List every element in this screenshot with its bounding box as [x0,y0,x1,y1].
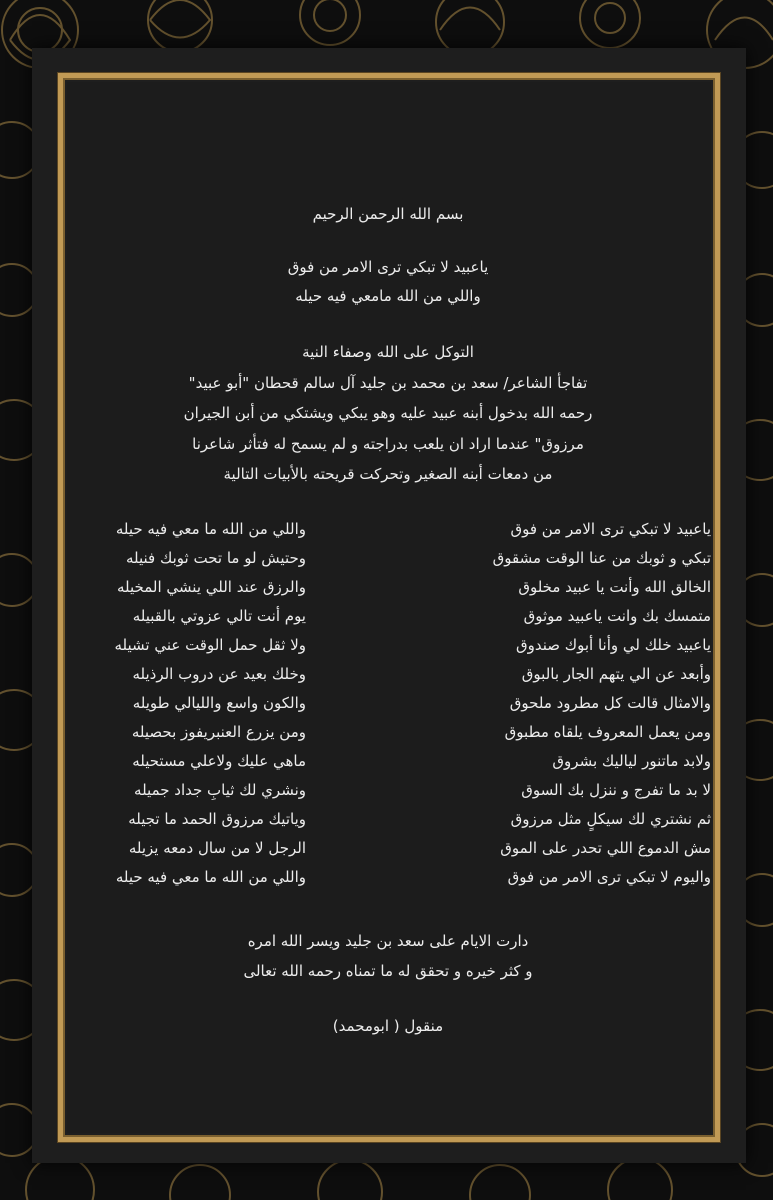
opening-line-2: واللي من الله مامعي فيه حيله [295,287,481,305]
closing-line-1: دارت الايام على سعد بن جليد ويسر الله امره [247,932,529,950]
poem-verse-12-second: الرجل لا من سال دمعه يزيله [128,839,306,857]
closing-line-2: و كثر خيره و تحقق له ما تمناه رحمه الله تعالى [243,962,533,980]
opening-line-1: ياعبيد لا تبكي ترى الامر من فوق [287,258,489,276]
poem-verse-6-first: وأبعد عن الي يتهم الجار بالبوق [521,665,711,683]
poem-verse-13-first: واليوم لا تبكي ترى الامر من فوق [507,868,711,886]
poem-verse-13-second: واللي من الله ما معي فيه حيله [115,868,306,886]
poem-verse-11-second: وياتيك مرزوق الحمد ما تجيله [128,810,306,828]
intro-line-2: تفاجأ الشاعر/ سعد بن محمد بن جليد آل سالم قحطان "أبو عبيد" [188,374,588,392]
poem-verse-4-second: يوم أنت تالي عزوتي بالقبيله [132,607,306,625]
poem-verse-10-first: لا بد ما تفرج و ننزل بك السوق [521,781,711,799]
poem-verse-9-second: ماهي عليك ولاعلي مستحيله [132,752,306,770]
poem-verse-8-second: ومن يزرع العنبريفوز بحصيله [131,723,306,741]
poem-verse-9-first: ولابد ماتنور لياليك بشروق [552,752,711,770]
intro-line-4: مرزوق" عندما اراد ان يلعب بدراجته و لم يسمح له فتأثر شاعرنا [192,435,584,453]
attribution: منقول ( ابومحمد) [332,1017,444,1035]
poem-verse-3-second: والرزق عند اللي ينشي المخيله [117,578,306,596]
intro-line-5: من دمعات أبنه الصغير وتحركت قريحته بالأبيات التالية [223,465,553,483]
intro-line-1: التوكل على الله وصفاء النية [302,343,474,361]
poem-verse-2-second: وحتيش لو ما تحت ثوبك فنيله [125,549,306,567]
poem-verse-3-first: الخالق الله وأنت يا عبيد مخلوق [518,578,711,596]
poem-verse-5-second: ولا ثقل حمل الوقت عني تشيله [114,636,306,654]
poem-verse-5-first: ياعبيد خلك لي وأنا أبوك صندوق [515,636,711,654]
poem-verse-4-first: متمسك بك وانت ياعبيد موثوق [523,607,711,625]
poem-verse-12-first: مش الدموع اللي تحدر على الموق [500,839,711,857]
poem-verse-2-first: تبكي و ثوبك من عنا الوقت مشقوق [492,549,711,567]
poem-verse-11-first: ثم نشتري لك سيكلٍ مثل مرزوق [510,810,711,828]
bismillah: بسم الله الرحمن الرحيم [312,205,464,223]
poem-verse-7-second: والكون واسع والليالي طويله [132,694,306,712]
poem-verse-1-first: ياعبيد لا تبكي ترى الامر من فوق [510,520,711,538]
intro-line-3: رحمه الله بدخول أبنه عبيد عليه وهو يبكي ويشتكي من أبن الجيران [183,404,593,422]
poem-verse-8-first: ومن يعمل المعروف يلقاه مطبوق [504,723,711,741]
poem-verse-1-second: واللي من الله ما معي فيه حيله [115,520,306,538]
poem-verse-10-second: ونشري لك ثيابِ جداد جميله [134,781,306,799]
poem-verse-6-second: وخلك بعيد عن دروب الرذيله [132,665,306,683]
poem-verse-7-first: والامثال قالت كل مطرود ملحوق [509,694,711,712]
